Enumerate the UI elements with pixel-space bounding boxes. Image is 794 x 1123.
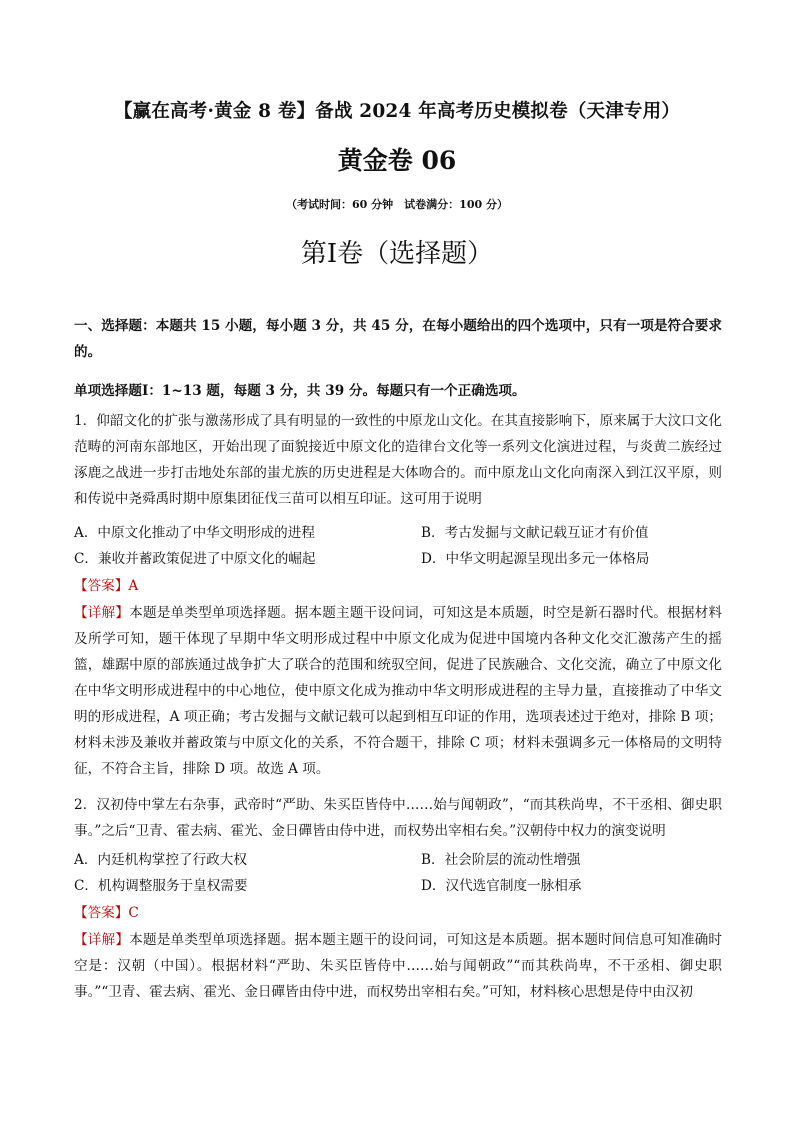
paper-volume: 黄金卷 06 bbox=[337, 146, 457, 175]
explain-text: 本题是单类型单项选择题。据本题主题干设问词，可知这是本质题，时空是新石器时代。根据材料及所学可知，题干体现了早期中华文明形成过程中中原文化成为促进中国境内各种文化交汇激荡产生的摇篮，雄踞中原的部族通过战争扩大了联合的范围和统驭空间，促进了民族融合、文化交流，确立了中原文化在中华文明形成进程中的中心地位，使中原文化成为推动中华文明形成进程的主导力量，直接推动了中华文明的形成进程，A 项正确；考古发掘与文献记载可以起到相互印证的作用，选项表述过于绝对，排除 B 项；材料未涉及兼收并蓄政策与中原文化的关系，不符合题干，排除 C 项；材料未强调多元一体格局的文明特征，不符合主旨，排除 D 项。故选 A 项。 bbox=[74, 605, 723, 777]
section-instructions: 一、选择题：本题共 15 小题，每小题 3 分，共 45 分，在每小题给出的四个选项中，只有一项是符合要求的。 bbox=[74, 318, 722, 360]
question-1-option-d: D．中华文明起源呈现出多元一体格局 bbox=[421, 551, 650, 567]
single-choice-instructions: 单项选择题Ⅰ：1~13 题，每题 3 分，共 39 分。每题只有一个正确选项。 bbox=[74, 383, 526, 399]
question-1-stem: 1．仰韶文化的扩张与激荡形成了具有明显的一致性的中原龙山文化。在其直接影响下，原来属于大汶口文化范畴的河南东部地区，开始出现了面貌接近中原文化的造律台文化等一系列文化演进过程，与炎黄二族经过涿鹿之战进一步打击地处东部的蚩尤族的历史进程是大体吻合的。而中原龙山文化向南深入到江汉平原，则和传说中尧舜禹时期中原集团征伐三苗可以相互印证。这可用于说明 bbox=[74, 413, 722, 507]
question-2-option-a: A．内廷机构掌控了行政大权 bbox=[74, 852, 247, 868]
answer-value: A bbox=[128, 578, 139, 594]
question-1-option-b: B．考古发掘与文献记载互证才有价值 bbox=[421, 525, 649, 541]
answer-value: C bbox=[128, 905, 139, 921]
part-title: 第Ⅰ卷（选择题） bbox=[300, 239, 494, 269]
explain-text: 本题是单类型单项选择题。据本题主题干的设问词，可知这是本质题。据本题时间信息可知准确时空是：汉朝（中国）。根据材料“严助、朱买臣皆侍中……始与闻朝政”“而其秩尚卑，不干丞相、御史职事。”“卫青、霍去病、霍光、金日磾皆由侍中进，而权势出宰相右矣。”可知，材料核心思想是侍中由汉初 bbox=[74, 932, 723, 1000]
question-1-option-c: C．兼收并蓄政策促进了中原文化的崛起 bbox=[74, 551, 316, 567]
question-1-option-a: A．中原文化推动了中华文明形成的进程 bbox=[74, 525, 315, 541]
exam-info: （考试时间：60 分钟 试卷满分：100 分） bbox=[286, 198, 508, 211]
paper-title: 【赢在高考·黄金 8 卷】备战 2024 年高考历史模拟卷（天津专用） bbox=[113, 101, 681, 122]
answer-label: 【答案】 bbox=[74, 578, 129, 594]
question-1-answer bbox=[74, 574, 138, 594]
question-2-option-d: D．汉代选官制度一脉相承 bbox=[421, 878, 582, 894]
explain-label: 【详解】 bbox=[74, 932, 130, 948]
question-2-explanation bbox=[74, 927, 722, 1005]
question-2-option-c: C．机构调整服务于皇权需要 bbox=[74, 878, 248, 894]
question-2-answer bbox=[74, 901, 139, 921]
question-1-explanation bbox=[74, 600, 722, 782]
question-2-stem: 2．汉初侍中掌左右杂事，武帝时“严助、朱买臣皆侍中……始与闻朝政”，“而其秩尚卑，不干丞相、御史职事。”之后“卫青、霍去病、霍光、金日磾皆由侍中进，而权势出宰相右矣。”汉朝侍中权力的演变说明 bbox=[74, 797, 722, 839]
explain-label: 【详解】 bbox=[74, 605, 130, 621]
question-2-option-b: B．社会阶层的流动性增强 bbox=[421, 852, 581, 868]
answer-label: 【答案】 bbox=[74, 905, 129, 921]
